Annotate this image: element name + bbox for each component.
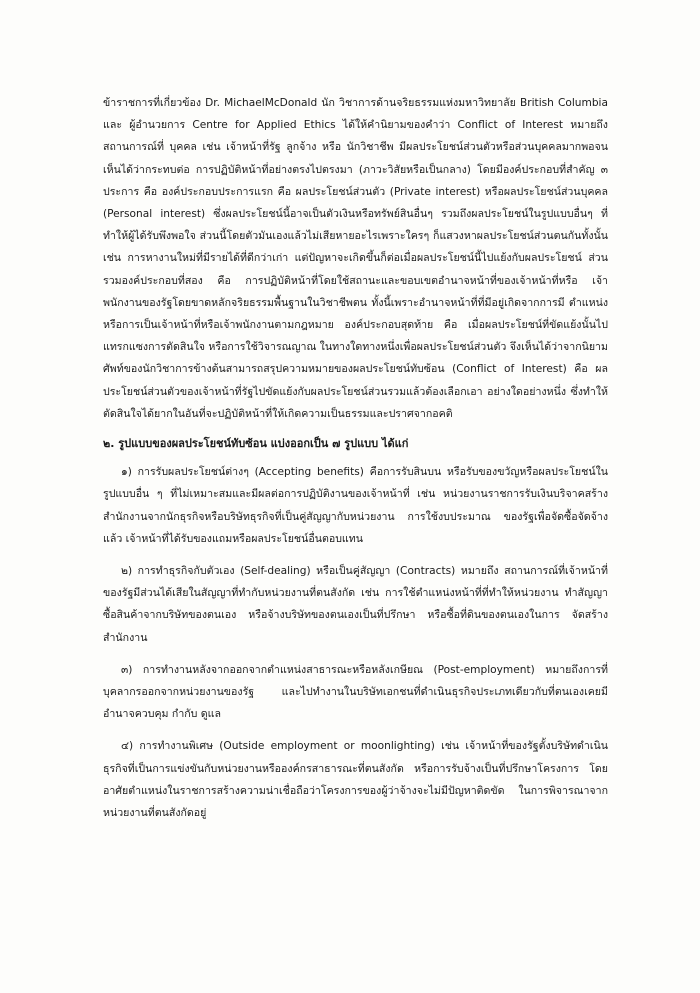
list-item-3: ๓) การทำงานหลังจากออกจากตำแหน่งสาธารณะหรือหลังเกษียณ (Post-employment) หมายถึงการที่บุคลากรออกจากหน่วยงานของรัฐ และไปทำงานในบริษัทเอกชนที่ดำเนินธุรกิจประเภทเดียวกับที่ตนเองเคยมี อำนาจควบคุม กำกับ ดูแล — [103, 663, 608, 721]
list-item-2: ๒) การทำธุรกิจกับตัวเอง (Self-dealing) หรือเป็นคู่สัญญา (Contracts) หมายถึง สถานการณ์ที่เจ้าหน้าที่ของรัฐมีส่วนได้เสียในสัญญาที่ทำกับหน่วยงานที่ตนสังกัด เช่น การใช้ตำแหน่งหน้าที่ที่ทำให้หน่วยงาน ทำสัญญาซื้อสินค้าจากบริษัทของตนเอง หรือจ้างบริษัทของตนเองเป็นที่ปรึกษา หรือซื้อที่ดินของตนเองในการ จัดสร้างสำนักงาน — [103, 565, 608, 644]
section-heading: ๒. รูปแบบของผลประโยชน์ทับซ้อน แบ่งออกเป็น ๗ รูปแบบ ได้แก่ — [103, 437, 409, 451]
list-item-4: ๔) การทำงานพิเศษ (Outside employment or moonlighting) เช่น เจ้าหน้าที่ของรัฐตั้งบริษัทดำเนินธุรกิจที่เป็นการแข่งขันกับหน่วยงานหรือองค์กรสาธารณะที่ตนสังกัด หรือการรับจ้างเป็นที่ปรึกษาโครงการ โดยอาศัยตำแหน่งในราชการสร้างความน่าเชื่อถือว่าโครงการของผู้ว่าจ้างจะไม่มีปัญหาติดขัด ในการพิจารณาจาก หน่วยงานที่ตนสังกัดอยู่ — [103, 740, 608, 820]
intro-paragraph: ข้าราชการที่เกี่ยวข้อง Dr. MichaelMcDonald นัก วิชาการด้านจริยธรรมแห่งมหาวิทยาลัย British Columbia และ ผู้อำนวยการ Centre for Applied Ethics ได้ให้คำนิยามของคำว่า Conflict of Interest หมายถึง สถานการณ์ที่ บุคคล เช่น เจ้าหน้าที่รัฐ ลูกจ้าง หรือ นักวิชาชีพ มีผลประโยชน์ส่วนตัวหรือส่วนบุคคลมากพอจนเห็นได้ว่ากระทบต่อ การปฏิบัติหน้าที่อย่างตรงไปตรงมา (ภาวะวิสัยหรือเป็นกลาง) โดยมีองค์ประกอบที่สำคัญ ๓ ประการ คือ องค์ประกอบประการแรก คือ ผลประโยชน์ส่วนตัว (Private interest) หรือผลประโยชน์ส่วนบุคคล (Personal interest) ซึ่งผลประโยชน์นี้อาจเป็นตัวเงินหรือทรัพย์สินอื่นๆ รวมถึงผลประโยชน์ในรูปแบบอื่นๆ ที่ทำให้ผู้ได้รับพึงพอใจ ส่วนนี้โดยตัวมันเองแล้วไม่เสียหายอะไรเพราะใครๆ ก็แสวงหาผลประโยชน์ส่วนตนกันทั้งนั้น เช่น การหางานใหม่ที่มีรายได้ที่ดีกว่าเก่า แต่ปัญหาจะเกิดขึ้นก็ต่อเมื่อผลประโยชน์นี้ไปแย้งกับผลประโยชน์ ส่วนรวมองค์ประกอบที่สอง คือ การปฏิบัติหน้าที่โดยใช้สถานะและขอบเขตอำนาจหน้าที่ของเจ้าหน้าที่หรือ เจ้าพนักงานของรัฐโดยขาดหลักจริยธรรมพื้นฐานในวิชาชีพตน ทั้งนี้เพราะอำนาจหน้าที่ที่มีอยู่เกิดจากการมี ตำแหน่ง หรือการเป็นเจ้าหน้าที่หรือเจ้าพนักงานตามกฎหมาย องค์ประกอบสุดท้าย คือ เมื่อผลประโยชน์ที่ขัดแย้งนั้นไปแทรกแซงการตัดสินใจ หรือการใช้วิจารณญาณ ในทางใดทางหนึ่งเพื่อผลประโยชน์ส่วนตัว จึงเห็นได้ว่าจากนิยามศัพท์ของนักวิชาการข้างต้นสามารถสรุปความหมายของผลประโยชน์ทับซ้อน (Conflict of Interest) คือ ผลประโยชน์ส่วนตัวของเจ้าหน้าที่รัฐไปขัดแย้งกับผลประโยชน์ส่วนรวมแล้วต้องเลือกเอา อย่างใดอย่างหนึ่ง ซึ่งทำให้ตัดสินใจได้ยากในอันที่จะปฏิบัติหน้าที่ให้เกิดความเป็นธรรมและปราศจากอคติ — [103, 97, 608, 420]
list-item-1: ๑) การรับผลประโยชน์ต่างๆ (Accepting benefits) คือการรับสินบน หรือรับของขวัญหรือผลประโยชน์ในรูปแบบอื่น ๆ ที่ไม่เหมาะสมและมีผลต่อการปฏิบัติงานของเจ้าหน้าที่ เช่น หน่วยงานราชการรับเงินบริจาคสร้าง สำนักงานจากนักธุรกิจหรือบริษัทธุรกิจที่เป็นคู่สัญญากับหน่วยงาน การใช้งบประมาณ ของรัฐเพื่อจัดซื้อจัดจ้างแล้ว เจ้าหน้าที่ได้รับของแถมหรือผลประโยชน์อื่นตอบแทน — [103, 466, 608, 545]
document-body — [103, 92, 608, 824]
